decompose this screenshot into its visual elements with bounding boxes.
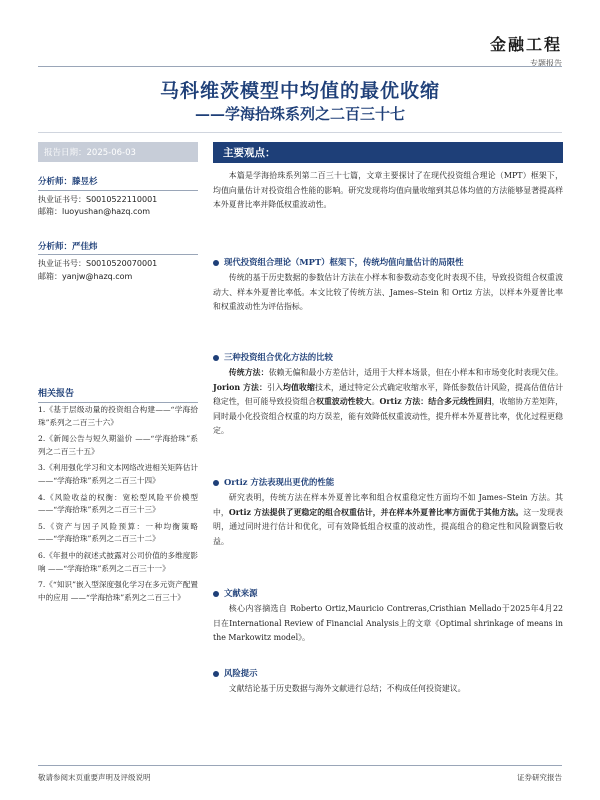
report-date: 报告日期：2025-06-03 bbox=[38, 142, 198, 162]
email-label: 邮箱： bbox=[38, 271, 62, 281]
method-label: Jorion 方法： bbox=[213, 382, 268, 392]
bullet-icon bbox=[213, 260, 219, 266]
intro-paragraph: 本篇是学海拾珠系列第二百三十七篇，文章主要探讨了在现代投资组合理论（MPT）框架下，均值向量估计对投资组合性能的影响。研究发现将均值向量收缩到其总体均值的方法能够显著提高样本外夏普比率并降低权重波动性。 bbox=[213, 171, 563, 210]
main-content bbox=[213, 142, 563, 213]
section-limitations bbox=[213, 256, 563, 315]
related-reports-list bbox=[38, 404, 198, 608]
body-text: 研究表明，传统方法在样本外夏普比率和组合权重稳定性方面均不如 James–Stein 方法。其中， bbox=[213, 493, 563, 517]
header-divider bbox=[38, 66, 562, 67]
section-title bbox=[213, 256, 563, 268]
related-report-link[interactable]: 3.《利用强化学习和文本网络改进相关矩阵估计 ——“学海拾珠”系列之二百三十四》 bbox=[38, 463, 198, 485]
analyst-card bbox=[38, 241, 198, 284]
report-header bbox=[490, 32, 562, 69]
page-subtitle: ——学海拾珠系列之二百三十七 bbox=[194, 105, 405, 123]
body-text: 这一发现表明，通过同时进行估计和优化，可有效降低组合权重的波动性，提高组合的稳定性和风险调整后收益。 bbox=[213, 507, 563, 546]
emphasis-text: 结合多元线性回归 bbox=[428, 397, 492, 407]
analyst-card bbox=[38, 176, 198, 219]
footer-label: 证券研究报告 bbox=[517, 773, 562, 782]
method-text: 技术，通过特定公式确定收缩水平，降低参数估计风险，提高估值估计稳定性，但可能导致投资组合 bbox=[213, 382, 563, 407]
cert-number: S0010522110001 bbox=[86, 194, 158, 204]
section-title-text: 文献来源 bbox=[224, 588, 258, 598]
section-title-text: 风险提示 bbox=[224, 668, 258, 678]
section-title-text: Ortiz 方法表现出更优的性能 bbox=[224, 477, 335, 487]
title-divider bbox=[38, 132, 562, 133]
method-text: ，收缩协方差矩阵，同时最小化投资组合权重的均方误差，能有效降低权重波动性，提升样本外夏普比率，优化过程更稳定。 bbox=[213, 397, 563, 436]
method-label: 传统方法： bbox=[228, 368, 269, 377]
related-report-link[interactable]: 5.《资产与因子风险预算：一种均衡策略 ——“学海拾珠”系列之二百三十二》 bbox=[38, 521, 198, 544]
cert-number: S0010520070001 bbox=[86, 259, 158, 268]
section-title bbox=[213, 587, 563, 599]
emphasis-text: 均值收缩 bbox=[283, 382, 316, 392]
related-report-link[interactable]: 7.《“知识”嵌入型深度强化学习在多元资产配置中的应用 ——“学海拾珠”系列之二百三十》 bbox=[38, 580, 198, 602]
section-comparison bbox=[213, 351, 563, 439]
emphasis-text: Ortiz 方法提供了更稳定的组合权重估计，并在样本外夏普比率方面优于其他方法。 bbox=[228, 507, 524, 517]
section-risk bbox=[213, 667, 563, 697]
section-title-text: 现代投资组合理论（MPT）框架下，传统均值向量估计的局限性 bbox=[224, 257, 464, 267]
related-report-link[interactable]: 6.《年报中的叙述式披露对公司价值的多维度影响 ——“学海拾珠”系列之二百三十一》 bbox=[38, 550, 198, 573]
related-report-link[interactable]: 4.《风险收益的权衡：宽松型风险平价模型 ——“学海拾珠”系列之二百三十三》 bbox=[38, 492, 198, 515]
analyst-email bbox=[38, 206, 198, 219]
bullet-icon bbox=[213, 355, 219, 361]
analyst-email bbox=[38, 271, 198, 284]
email-label: 邮箱： bbox=[38, 207, 62, 216]
related-reports-heading: 相关报告 bbox=[38, 386, 198, 403]
footer-divider bbox=[38, 765, 562, 766]
cert-label: 执业证书号： bbox=[38, 259, 86, 268]
analyst-name: 分析师：滕昱杉 bbox=[38, 176, 198, 191]
section-text bbox=[213, 366, 563, 439]
related-report-link[interactable]: 1.《基于层级动量的投资组合构建——“学海拾珠”系列之二百三十六》 bbox=[38, 405, 198, 427]
category-title: 金融工程 bbox=[489, 35, 562, 54]
section-text: 文献结论基于历史数据与海外文献进行总结；不构成任何投资建议。 bbox=[228, 684, 466, 693]
method-label: Ortiz 方法： bbox=[379, 397, 429, 407]
analyst-cert bbox=[38, 258, 198, 271]
email-link[interactable]: yanjw@hazq.com bbox=[62, 271, 133, 281]
section-ortiz bbox=[213, 476, 563, 549]
section-title bbox=[213, 476, 563, 488]
bullet-icon bbox=[213, 480, 219, 486]
section-text: 核心内容摘选自 Roberto Ortiz,Mauricio Contreras,Cristhian Mellado于2025年4月22日在International Review of Financial Analysis上的文章《Optimal shrinkage of means in the Markowitz model》。 bbox=[213, 604, 563, 643]
analyst-name: 分析师：严佳炜 bbox=[38, 241, 198, 256]
method-text: 依赖无偏和最小方差估计，适用于大样本场景，但在小样本和市场变化时表现欠佳。 bbox=[268, 368, 563, 377]
bullet-icon bbox=[213, 591, 219, 597]
report-type: 专题报告 bbox=[530, 59, 562, 68]
section-title bbox=[213, 351, 563, 363]
cert-label: 执业证书号： bbox=[38, 194, 86, 204]
left-sidebar bbox=[38, 142, 198, 283]
method-text: 引入 bbox=[267, 382, 284, 392]
method-text: 。 bbox=[371, 397, 380, 407]
related-report-link[interactable]: 2.《新闻公告与短久期溢价 ——“学海拾珠”系列之二百三十五》 bbox=[38, 434, 198, 456]
footer-disclaimer: 敬请参阅末页重要声明及评级说明 bbox=[38, 773, 151, 782]
key-points-heading: 主要观点： bbox=[213, 142, 563, 163]
section-title-text: 三种投资组合优化方法的比较 bbox=[224, 352, 333, 362]
section-text bbox=[213, 491, 563, 549]
section-text: 传统的基于历史数据的参数估计方法在小样本和参数动态变化时表现不佳，导致投资组合权重波动大、样本外夏普比率低。本文比较了传统方法、James–Stein 和 Ortiz 方法，以样本外夏普比率和权重波动性为评估指标。 bbox=[213, 273, 563, 312]
bullet-icon bbox=[213, 671, 219, 677]
section-source bbox=[213, 587, 563, 646]
emphasis-text: 权重波动性较大 bbox=[316, 397, 372, 407]
page-title: 马科维茨模型中均值的最优收缩 bbox=[159, 80, 440, 102]
analyst-cert bbox=[38, 194, 198, 207]
section-title bbox=[213, 667, 563, 679]
email-link[interactable]: luoyushan@hazq.com bbox=[62, 207, 151, 216]
